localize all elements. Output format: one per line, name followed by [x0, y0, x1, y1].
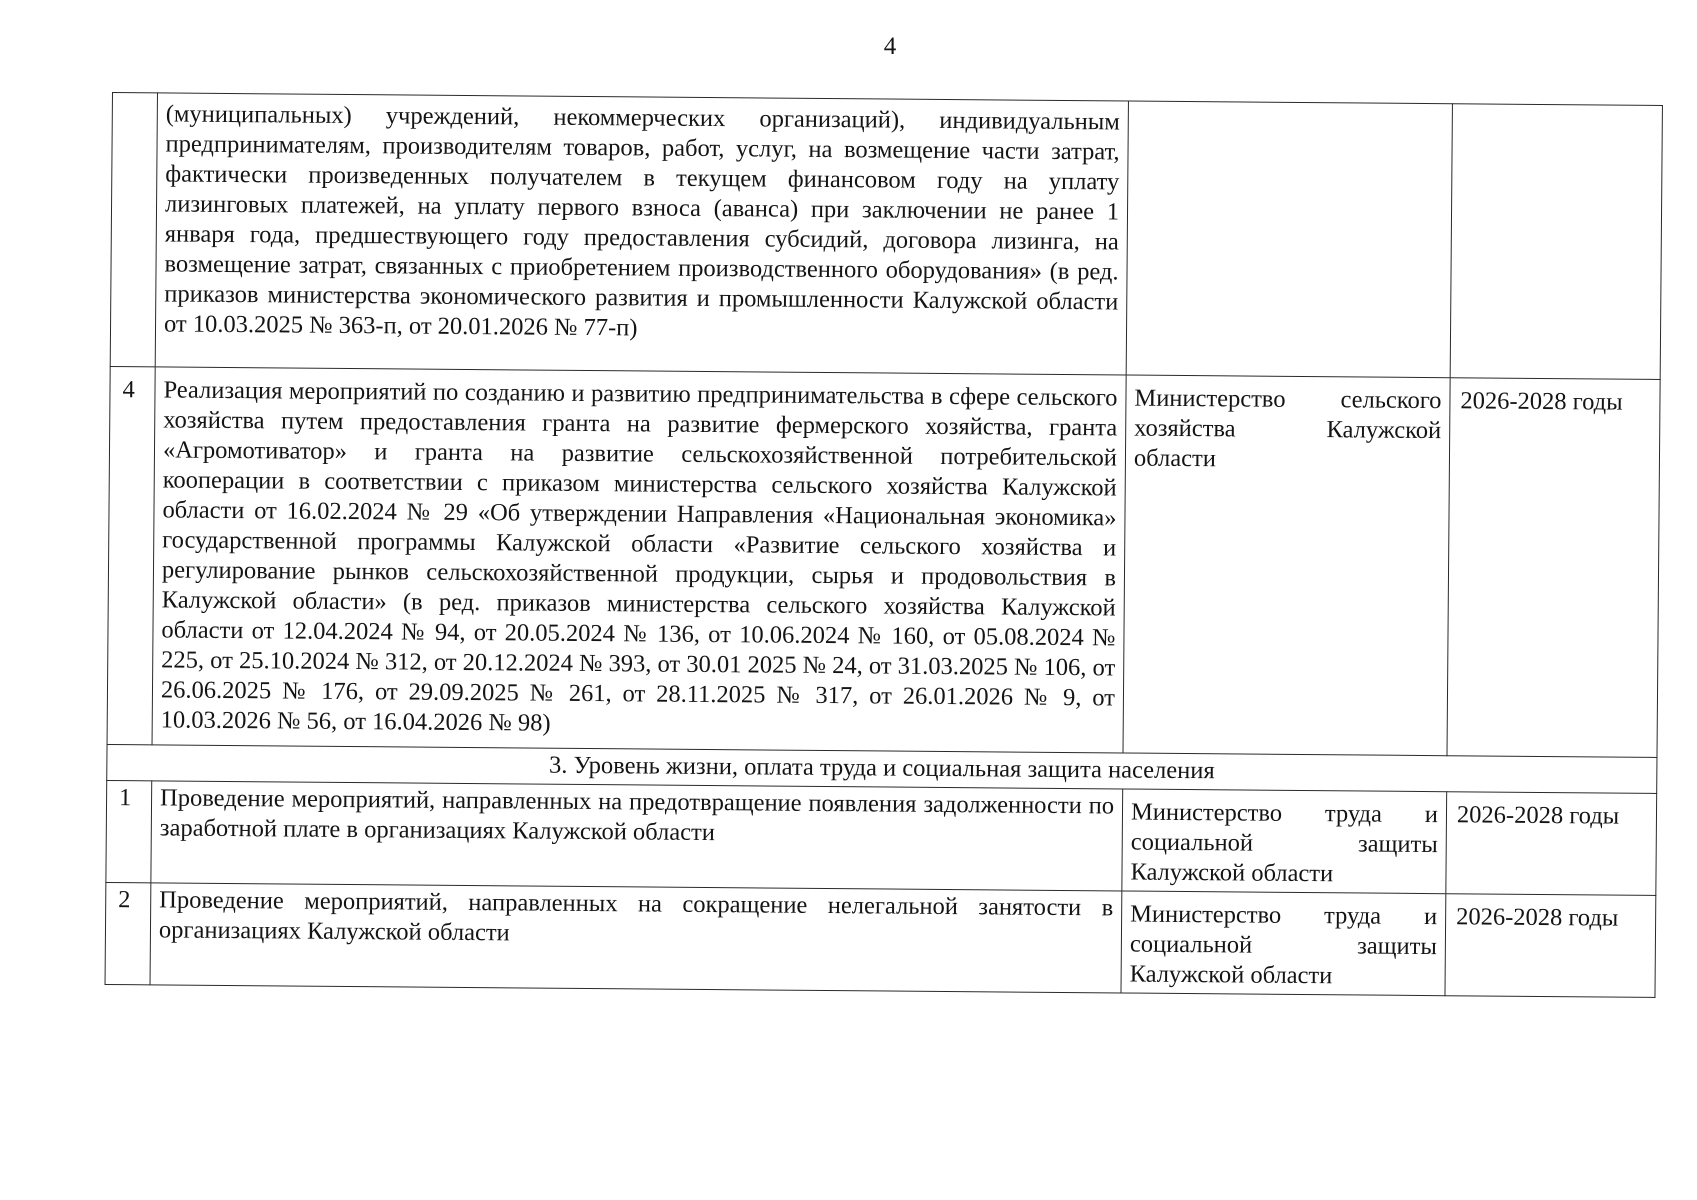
- executor-cell: Министерство труда и социальной защиты Калужской области: [1122, 789, 1447, 894]
- table-row: [105, 882, 1656, 997]
- period-cell: 2026-2028 годы: [1445, 894, 1656, 998]
- measures-table-wrapper: [105, 92, 1662, 998]
- measures-table: [105, 92, 1663, 998]
- executor-cell: Министерство труда и социальной защиты Калужской области: [1121, 891, 1446, 996]
- measure-description-cell: (муниципальных) учреждений, некоммерческих организаций), индивидуальным предпринимателям, производителям товаров, работ, услуг, на возмещение части затрат, фактически произведенных получателем в текущем финансовом году на уплату лизинговых платежей, на уплату первого взноса (аванса) при заключении не ранее 1 января года, предшествующего году предоставления субсидий, договора лизинга, на возмещение затрат, связанных с приобретением производственного оборудования» (в ред. приказов министерства экономического развития и промышленности Калужской области от 10.03.2025 № 363-п, от 20.01.2026 № 77-п): [155, 93, 1128, 375]
- row-number-cell: 4: [107, 366, 155, 744]
- measure-description-cell: Реализация мероприятий по созданию и развитию предпринимательства в сфере сельского хозяйства путем предоставления гранта на развитие фермерского хозяйства, гранта «Агромотиватор» и гранта на развитие сельскохозяйственной потребительской кооперации в соответствии с приказом министерства сельского хозяйства Калужской области от 16.02.2024 № 29 «Об утверждении Направления «Национальная экономика» государственной программы Калужской области «Развитие сельского хозяйства и регулирование рынков сельскохозяйственной продукции, сырья и продовольствия в Калужской области» (в ред. приказов министерства сельского хозяйства Калужской области от 12.04.2024 № 94, от 20.05.2024 № 136, от 10.06.2024 № 160, от 05.08.2024 № 225, от 25.10.2024 № 312, от 20.12.2024 № 393, от 30.01 2025 № 24, от 31.03.2025 № 106, от 26.06.2025 № 176, от 29.09.2025 № 261, от 28.11.2025 № 317, от 26.01.2026 № 9, от 10.03.2026 № 56, от 16.04.2026 № 98): [152, 367, 1126, 753]
- row-number-cell: [110, 93, 157, 367]
- period-cell: 2026-2028 годы: [1446, 792, 1657, 896]
- page-number: 4: [883, 33, 897, 60]
- table-row: [107, 366, 1660, 757]
- period-cell: 2026-2028 годы: [1447, 378, 1660, 758]
- period-cell: [1450, 104, 1662, 380]
- measure-description-cell: Проведение мероприятий, направленных на сокращение нелегальной занятости в организациях Калужской области: [150, 883, 1122, 993]
- row-number-cell: 1: [106, 780, 152, 882]
- table-row: [110, 93, 1662, 380]
- table-row: [106, 780, 1657, 895]
- row-number-cell: 2: [105, 882, 151, 984]
- measure-description-cell: Проведение мероприятий, направленных на предотвращение появления задолженности по заработной плате в организациях Калужской области: [151, 781, 1123, 891]
- executor-cell: Министерство сельского хозяйства Калужской области: [1123, 375, 1450, 756]
- executor-cell: [1126, 101, 1452, 378]
- section-title: 3. Уровень жизни, оплата труда и социальная защита населения: [107, 744, 1657, 793]
